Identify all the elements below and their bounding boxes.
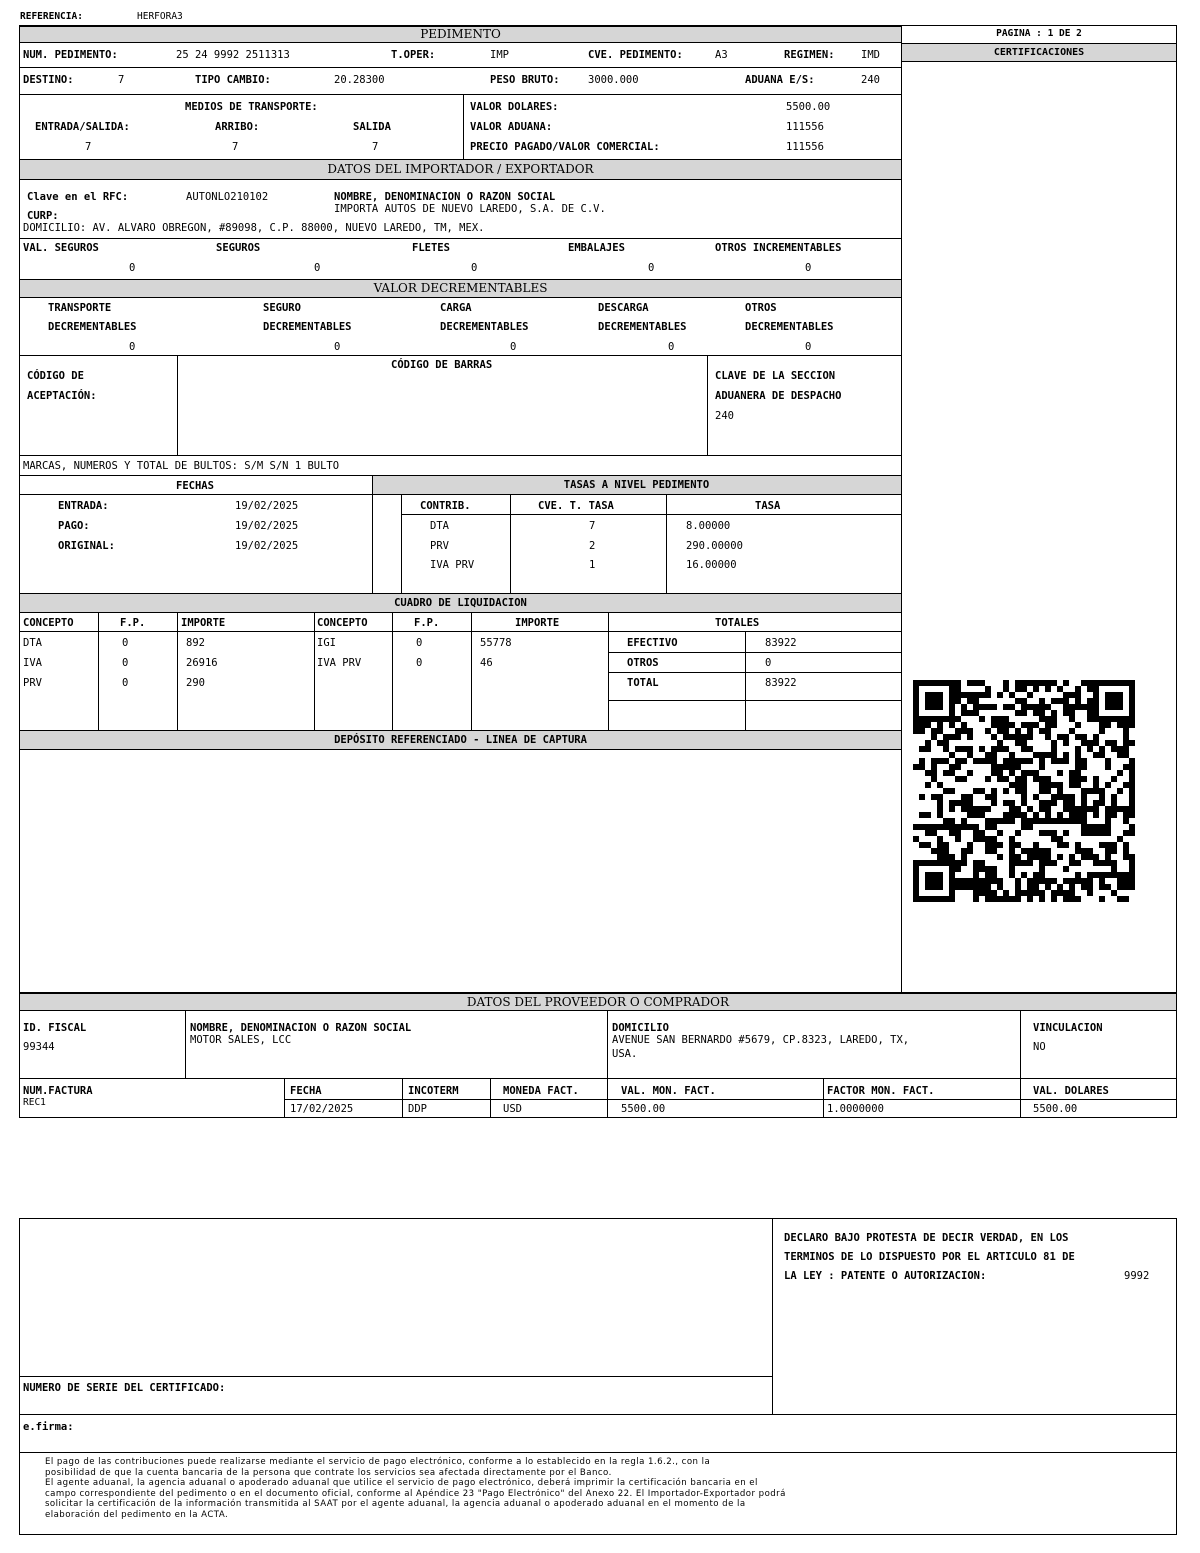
liq-header-totales: TOTALES xyxy=(715,617,760,629)
prov-col-2 xyxy=(607,1011,608,1078)
pagina-label: PAGINA : 1 DE 2 xyxy=(996,28,1082,39)
destino-value: 7 xyxy=(118,74,125,86)
tasa-value-1: 290.00000 xyxy=(686,540,743,552)
liq-col-2 xyxy=(177,613,178,730)
codigo-divider-1 xyxy=(177,355,178,455)
val-dolares-value: 5500.00 xyxy=(1033,1103,1078,1115)
legal-line: elaboración del pedimento en la ACTA. xyxy=(45,1509,229,1520)
peso-bruto-label: PESO BRUTO: xyxy=(490,74,560,86)
cert-top-line xyxy=(902,43,1176,44)
vinculacion-label: VINCULACION xyxy=(1033,1022,1103,1034)
liq-left-fp-2: 0 xyxy=(122,677,129,689)
dec-label1-4: OTROS xyxy=(745,302,777,314)
liq-left-importe-1: 26916 xyxy=(186,657,218,669)
cve-pedimento-label: CVE. PEDIMENTO: xyxy=(588,49,683,61)
dec-value-3: 0 xyxy=(668,341,675,353)
proveedor-line xyxy=(20,1078,1176,1079)
legal-line: solicitar la certificación de la información transmitida al SAAT por el agente aduanal, la agencia aduanal o apoderado aduanal en el momento de la xyxy=(45,1499,746,1509)
liq-col-7 xyxy=(745,631,746,730)
valor-aduana-value: 111556 xyxy=(786,121,824,133)
proveedor-domicilio-label: DOMICILIO xyxy=(612,1022,669,1034)
liq-col-5 xyxy=(471,613,472,730)
deposito-title-text: DEPÓSITO REFERENCIADO - LINEA DE CAPTURA xyxy=(334,734,587,746)
liq-header-importe-1: IMPORTE xyxy=(181,617,226,629)
valor-aduana-label: VALOR ADUANA: xyxy=(470,121,553,133)
importador-nombre-label: NOMBRE, DENOMINACION O RAZON SOCIAL xyxy=(334,191,556,203)
dec-label2-1: DECREMENTABLES xyxy=(263,321,352,333)
certificaciones-title xyxy=(902,43,1176,62)
decrementables-title xyxy=(20,279,901,298)
valor-dolares-label: VALOR DOLARES: xyxy=(470,101,559,113)
prov-col-1 xyxy=(185,1011,186,1078)
tasas-header-tasa: TASA xyxy=(755,500,781,512)
cve-pedimento-value: A3 xyxy=(715,49,728,61)
fac-col-1 xyxy=(284,1078,285,1118)
legal-line: El pago de las contribuciones puede realizarse mediante el servicio de pago electrónico, conforme a lo establecido en la regla 1.6.2., con la xyxy=(45,1457,711,1467)
medios-transporte-label: MEDIOS DE TRANSPORTE: xyxy=(185,101,318,113)
totales-line-1 xyxy=(608,652,901,653)
fecha-original-value: 19/02/2025 xyxy=(235,540,299,552)
liq-left-concepto-1: IVA xyxy=(23,657,42,669)
dec-label2-0: DECREMENTABLES xyxy=(48,321,137,333)
liq-right-importe-0: 55778 xyxy=(480,637,512,649)
inc-value-3: 0 xyxy=(648,262,655,274)
factura-fecha-value: 17/02/2025 xyxy=(290,1103,354,1115)
declaro-line-2: TERMINOS DE LO DISPUESTO POR EL ARTICULO 81 DE xyxy=(784,1251,1075,1263)
inc-label-1: SEGUROS xyxy=(216,242,261,254)
dec-label1-0: TRANSPORTE xyxy=(48,302,112,314)
dec-value-0: 0 xyxy=(129,341,136,353)
referencia-value: HERFORA3 xyxy=(137,11,183,22)
decrementables-line xyxy=(20,355,901,356)
pedimento-title xyxy=(20,26,901,43)
liq-col-3 xyxy=(314,613,315,730)
fac-col-3 xyxy=(490,1078,491,1118)
liq-header-concepto-1: CONCEPTO xyxy=(23,617,74,629)
proveedor-nombre-value: MOTOR SALES, LCC xyxy=(190,1034,292,1046)
liquidacion-header-line xyxy=(20,631,901,632)
val-dolares-label: VAL. DOLARES xyxy=(1033,1085,1109,1097)
tasa-contrib-2: IVA PRV xyxy=(430,559,475,571)
tasas-header-contrib: CONTRIB. xyxy=(420,500,471,512)
fecha-entrada-label: ENTRADA: xyxy=(58,500,109,512)
codigos-line xyxy=(20,455,901,456)
inc-label-2: FLETES xyxy=(412,242,450,254)
tasa-value-2: 16.00000 xyxy=(686,559,737,571)
liquidacion-title xyxy=(20,593,901,613)
marcas-bultos: MARCAS, NUMEROS Y TOTAL DE BULTOS: S/M S/N 1 BULTO xyxy=(23,460,340,472)
num-pedimento-label: NUM. PEDIMENTO: xyxy=(23,49,118,61)
incoterm-value: DDP xyxy=(408,1103,427,1115)
num-pedimento-value: 25 24 9992 2511313 xyxy=(176,49,290,61)
dec-label1-1: SEGURO xyxy=(263,302,301,314)
tasa-value-0: 8.00000 xyxy=(686,520,731,532)
proveedor-domicilio-line2: USA. xyxy=(612,1048,638,1060)
proveedor-title-text: DATOS DEL PROVEEDOR O COMPRADOR xyxy=(466,995,730,1009)
codigo-aceptacion-label-1: CÓDIGO DE xyxy=(27,370,84,382)
row1-line xyxy=(20,67,901,68)
rfc-label: Clave en el RFC: xyxy=(27,191,129,203)
dec-value-1: 0 xyxy=(334,341,341,353)
rfc-value: AUTONLO210102 xyxy=(186,191,269,203)
factor-value: 1.0000000 xyxy=(827,1103,884,1115)
entrada-salida-value: 7 xyxy=(85,141,92,153)
efirma-label: e.firma: xyxy=(23,1421,74,1433)
liq-left-fp-0: 0 xyxy=(122,637,129,649)
dec-label2-2: DECREMENTABLES xyxy=(440,321,529,333)
val-mon-value: 5500.00 xyxy=(621,1103,666,1115)
vinculacion-value: NO xyxy=(1033,1041,1046,1053)
prov-col-3 xyxy=(1020,1011,1021,1118)
valor-dolares-value: 5500.00 xyxy=(786,101,831,113)
tipo-cambio-value: 20.28300 xyxy=(334,74,385,86)
liq-col-4 xyxy=(392,613,393,730)
liq-col-1 xyxy=(98,613,99,730)
num-factura-value: REC1 xyxy=(23,1097,46,1108)
precio-pagado-label: PRECIO PAGADO/VALOR COMERCIAL: xyxy=(470,141,660,153)
liq-left-concepto-0: DTA xyxy=(23,637,42,649)
liq-header-concepto-2: CONCEPTO xyxy=(317,617,368,629)
totales-line-3 xyxy=(608,700,901,701)
regimen-value: IMD xyxy=(861,49,880,61)
liq-left-importe-2: 290 xyxy=(186,677,205,689)
fac-col-2 xyxy=(402,1078,403,1118)
curp-label: CURP: xyxy=(27,210,59,222)
aduana-es-label: ADUANA E/S: xyxy=(745,74,815,86)
clave-seccion-label-1: CLAVE DE LA SECCION xyxy=(715,370,836,382)
inc-label-0: VAL. SEGUROS xyxy=(23,242,99,254)
totales-line-2 xyxy=(608,672,901,673)
transporte-divider xyxy=(463,94,464,159)
fechas-header-line xyxy=(20,494,372,495)
importador-title xyxy=(20,159,901,180)
toper-label: T.OPER: xyxy=(391,49,436,61)
fecha-original-label: ORIGINAL: xyxy=(58,540,115,552)
inc-label-3: EMBALAJES xyxy=(568,242,625,254)
regimen-label: REGIMEN: xyxy=(784,49,835,61)
fac-col-5 xyxy=(823,1078,824,1118)
declaro-line-3: LA LEY : PATENTE O AUTORIZACION: xyxy=(784,1270,987,1282)
liq-right-importe-1: 46 xyxy=(480,657,493,669)
inc-value-0: 0 xyxy=(129,262,136,274)
certificaciones-text: CERTIFICACIONES xyxy=(993,47,1085,58)
tasas-col-divider xyxy=(510,495,511,593)
patente-value: 9992 xyxy=(1124,1270,1150,1282)
clave-seccion-label-2: ADUANERA DE DESPACHO xyxy=(715,390,842,402)
fecha-pago-label: PAGO: xyxy=(58,520,90,532)
proveedor-nombre-label: NOMBRE, DENOMINACION O RAZON SOCIAL xyxy=(190,1022,412,1034)
declaro-line-1: DECLARO BAJO PROTESTA DE DECIR VERDAD, EN LOS xyxy=(784,1232,1069,1244)
deposito-title xyxy=(20,730,901,750)
inc-value-2: 0 xyxy=(471,262,478,274)
domicilio-line xyxy=(20,238,901,239)
dec-label2-3: DECREMENTABLES xyxy=(598,321,687,333)
toper-value: IMP xyxy=(490,49,509,61)
liq-left-fp-1: 0 xyxy=(122,657,129,669)
liq-left-concepto-2: PRV xyxy=(23,677,42,689)
id-fiscal-label: ID. FISCAL xyxy=(23,1022,87,1034)
precio-pagado-value: 111556 xyxy=(786,141,824,153)
pedimento-title-text: PEDIMENTO xyxy=(420,27,501,41)
codigo-barras-label: CÓDIGO DE BARRAS xyxy=(391,359,493,371)
entrada-salida-label: ENTRADA/SALIDA: xyxy=(35,121,130,133)
legal-line: campo correspondiente del pedimento o en el documento oficial, conforme al Apéndice 23 "Pago Electrónico" del Anexo 22. El Importador-Exportador podrá xyxy=(45,1488,786,1499)
destino-label: DESTINO: xyxy=(23,74,74,86)
legal-line: posibilidad de que la cuenta bancaria de la persona que contrate los servicios sea afectada directamente por el Banco. xyxy=(45,1467,612,1478)
liq-right-fp-1: 0 xyxy=(416,657,423,669)
fechas-title: FECHAS xyxy=(176,480,214,492)
decrementables-title-text: VALOR DECREMENTABLES xyxy=(373,281,548,295)
arribo-value: 7 xyxy=(232,141,239,153)
fecha-entrada-value: 19/02/2025 xyxy=(235,500,299,512)
tasa-cve-1: 2 xyxy=(589,540,596,552)
moneda-value: USD xyxy=(503,1103,522,1115)
importador-nombre-value: IMPORTA AUTOS DE NUEVO LAREDO, S.A. DE C.V. xyxy=(334,203,606,215)
liq-header-fp-2: F.P. xyxy=(414,617,440,629)
legal-notice xyxy=(45,1457,1115,1520)
tasas-title-text: TASAS A NIVEL PEDIMENTO xyxy=(563,479,710,491)
legal-line: El agente aduanal, la agencia aduanal o apoderado aduanal que utilice el servicio de pago electrónico, deberá imprimir la certificación bancaria en el xyxy=(45,1478,758,1488)
liq-header-fp-1: F.P. xyxy=(120,617,146,629)
arribo-label: ARRIBO: xyxy=(215,121,260,133)
moneda-label: MONEDA FACT. xyxy=(503,1085,579,1097)
clave-seccion-value: 240 xyxy=(715,410,734,422)
num-factura-label: NUM.FACTURA xyxy=(23,1085,93,1097)
liq-header-importe-2: IMPORTE xyxy=(515,617,560,629)
total-otros-label: OTROS xyxy=(627,657,659,669)
liq-right-concepto-1: IVA PRV xyxy=(317,657,362,669)
total-total-value: 83922 xyxy=(765,677,797,689)
inc-label-4: OTROS INCREMENTABLES xyxy=(715,242,842,254)
id-fiscal-value: 99344 xyxy=(23,1041,55,1053)
total-efectivo-label: EFECTIVO xyxy=(627,637,678,649)
dec-value-4: 0 xyxy=(805,341,812,353)
codigo-divider-2 xyxy=(707,355,708,455)
liquidacion-title-text: CUADRO DE LIQUIDACION xyxy=(394,597,527,609)
cert-divider xyxy=(901,25,902,993)
fac-col-4 xyxy=(607,1078,608,1118)
referencia-label: REFERENCIA: xyxy=(20,11,83,22)
tasas-title xyxy=(372,475,901,495)
fecha-pago-value: 19/02/2025 xyxy=(235,520,299,532)
tipo-cambio-label: TIPO CAMBIO: xyxy=(195,74,271,86)
aduana-es-value: 240 xyxy=(861,74,880,86)
incoterm-label: INCOTERM xyxy=(408,1085,459,1097)
dec-label2-4: DECREMENTABLES xyxy=(745,321,834,333)
fechas-tasas-divider xyxy=(372,475,373,593)
qr-code xyxy=(913,680,1139,902)
dec-label1-2: CARGA xyxy=(440,302,472,314)
factor-label: FACTOR MON. FACT. xyxy=(827,1085,935,1097)
tasa-contrib-0: DTA xyxy=(430,520,449,532)
val-mon-label: VAL. MON. FACT. xyxy=(621,1085,716,1097)
codigo-aceptacion-label-2: ACEPTACIÓN: xyxy=(27,390,97,402)
proveedor-domicilio-line1: AVENUE SAN BERNARDO #5679, CP.8323, LAREDO, TX, xyxy=(612,1034,910,1046)
numero-serie-label: NUMERO DE SERIE DEL CERTIFICADO: xyxy=(23,1382,226,1394)
tasas-header-cve: CVE. T. TASA xyxy=(538,500,614,512)
inc-value-1: 0 xyxy=(314,262,321,274)
total-total-label: TOTAL xyxy=(627,677,659,689)
total-efectivo-value: 83922 xyxy=(765,637,797,649)
dec-value-2: 0 xyxy=(510,341,517,353)
tasa-cve-2: 1 xyxy=(589,559,596,571)
total-otros-value: 0 xyxy=(765,657,772,669)
salida-label: SALIDA xyxy=(353,121,391,133)
inc-value-4: 0 xyxy=(805,262,812,274)
salida-value: 7 xyxy=(372,141,379,153)
tasas-header-line xyxy=(401,514,901,515)
liq-right-fp-0: 0 xyxy=(416,637,423,649)
liq-right-concepto-0: IGI xyxy=(317,637,336,649)
factura-fecha-label: FECHA xyxy=(290,1085,322,1097)
peso-bruto-value: 3000.000 xyxy=(588,74,639,86)
row2-line xyxy=(20,94,901,95)
liq-left-importe-0: 892 xyxy=(186,637,205,649)
factura-values-line xyxy=(285,1099,1176,1100)
efirma-line xyxy=(20,1452,1176,1453)
serie-top-line xyxy=(20,1376,772,1377)
dec-label1-3: DESCARGA xyxy=(598,302,649,314)
tasa-cve-0: 7 xyxy=(589,520,596,532)
proveedor-title xyxy=(20,993,1176,1011)
importador-title-text: DATOS DEL IMPORTADOR / EXPORTADOR xyxy=(327,162,594,176)
tasa-contrib-1: PRV xyxy=(430,540,449,552)
firma-divider xyxy=(772,1218,773,1414)
serie-bottom-line xyxy=(20,1414,1176,1415)
importador-domicilio: DOMICILIO: AV. ALVARO OBREGON, #89098, C.P. 88000, NUEVO LAREDO, TM, MEX. xyxy=(23,222,485,234)
